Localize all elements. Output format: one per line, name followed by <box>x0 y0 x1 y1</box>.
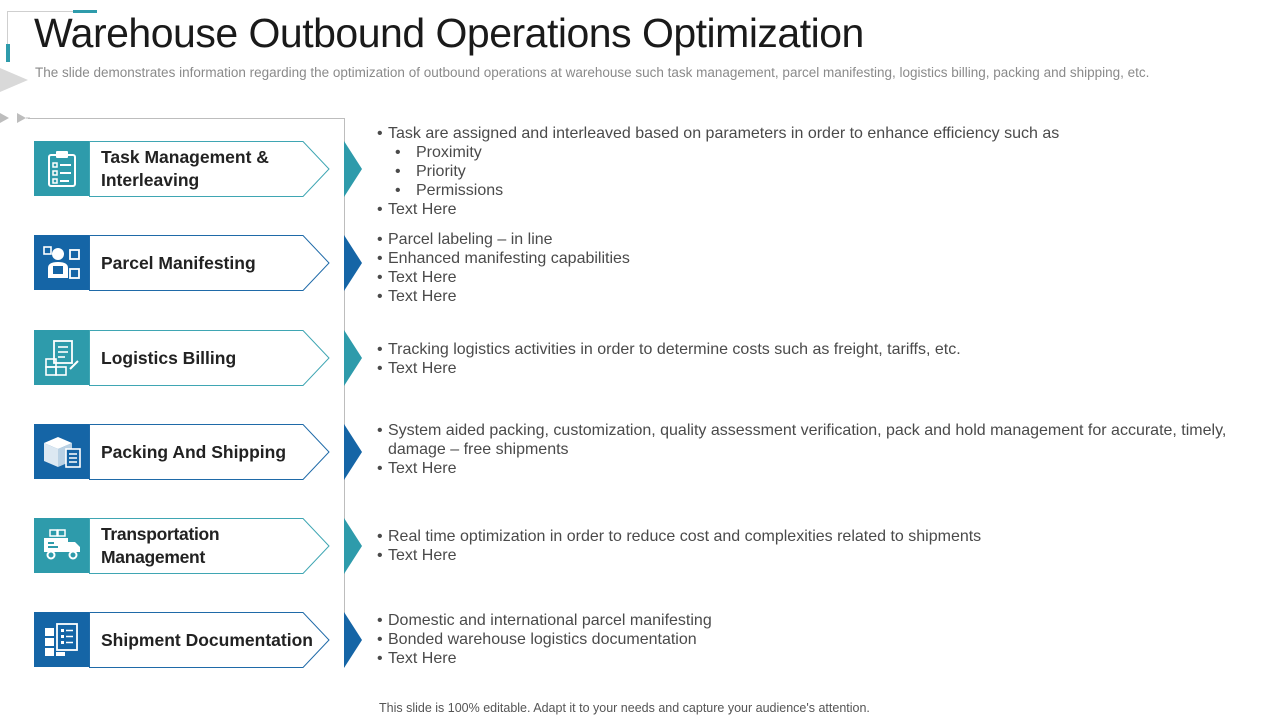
sub-bullet-item: • Priority <box>395 163 466 180</box>
section-label: Transportation Management <box>101 524 220 567</box>
clipboard-checklist-icon <box>45 150 79 188</box>
section-row-transportation <box>34 518 334 574</box>
label-arrow-box <box>89 141 329 197</box>
bullet-item: • Text Here <box>377 288 457 305</box>
bracket-vertical-line <box>344 118 345 667</box>
icon-tile <box>34 518 89 573</box>
pointer-arrow-icon <box>344 424 364 480</box>
section-label: Shipment Documentation <box>101 629 313 650</box>
label-arrow-box <box>89 235 329 291</box>
bullet-item: • Text Here <box>377 547 457 564</box>
box-list-icon <box>42 433 82 471</box>
footer-note: This slide is 100% editable. Adapt it to your needs and capture your audience's attention. <box>379 701 870 715</box>
checklist-boxes-icon <box>44 339 80 377</box>
bullet-item: • Text Here <box>377 269 457 286</box>
icon-tile <box>34 235 89 290</box>
bullet-item: • Enhanced manifesting capabilities <box>377 250 630 267</box>
bullet-item: • Tracking logistics activities in order to determine costs such as freight, tariffs, etc. <box>377 341 961 358</box>
icon-tile <box>34 424 89 479</box>
bullet-item: • Text Here <box>377 460 457 477</box>
bullet-item: • Parcel labeling – in line <box>377 231 553 248</box>
bullet-item: • Domestic and international parcel manifesting <box>377 612 712 629</box>
section-row-logistics-billing <box>34 330 334 386</box>
section-bullets <box>377 124 1237 219</box>
icon-tile <box>34 141 89 196</box>
section-label: Task Management & Interleaving <box>101 147 269 190</box>
section-bullets <box>377 340 1237 378</box>
accent-bar-left <box>6 44 10 62</box>
sub-bullet-item: • Permissions <box>395 182 504 199</box>
section-label: Logistics Billing <box>101 347 237 368</box>
page-title: Warehouse Outbound Operations Optimization <box>34 10 864 56</box>
pointer-arrow-icon <box>344 235 364 291</box>
worker-boxes-icon <box>43 244 81 282</box>
documents-boxes-icon <box>43 622 81 658</box>
arrow-decoration-icon <box>0 66 30 94</box>
accent-line-left <box>7 11 8 45</box>
icon-tile <box>34 330 89 385</box>
pointer-arrow-icon <box>344 141 364 197</box>
icon-tile <box>34 612 89 667</box>
label-arrow-box <box>89 424 329 480</box>
section-label: Parcel Manifesting <box>101 252 256 273</box>
delivery-truck-icon <box>42 528 82 564</box>
label-arrow-box <box>89 330 329 386</box>
label-arrow-box <box>89 518 329 574</box>
bullet-item: • Bonded warehouse logistics documentation <box>377 631 697 648</box>
label-arrow-box <box>89 612 329 668</box>
bullet-item: • Text Here <box>377 201 457 218</box>
section-bullets <box>377 421 1237 478</box>
section-bullets <box>377 230 1237 306</box>
section-bullets <box>377 527 1237 565</box>
section-bullets <box>377 611 1237 668</box>
bullet-item: • Task are assigned and interleaved based on parameters in order to enhance efficiency such as <box>377 125 1060 142</box>
pointer-arrow-icon <box>344 612 364 668</box>
sub-bullet-item: • Proximity <box>395 144 482 161</box>
page-subtitle: The slide demonstrates information regarding the optimization of outbound operations at warehouse such task management, parcel manifesting, logistics billing, packing and shipping, etc. <box>35 65 1150 80</box>
pointer-arrow-icon <box>344 518 364 574</box>
bullet-item: • System aided packing, customization, quality assessment verification, pack and hold management for accurate, timely, damage – free shipments <box>377 422 1227 458</box>
bracket-top-line <box>28 118 344 119</box>
section-row-packing-shipping <box>34 424 334 480</box>
pointer-arrow-icon <box>344 330 364 386</box>
section-row-parcel-manifesting <box>34 235 334 291</box>
section-row-task-management <box>34 141 334 197</box>
bullet-item: • Text Here <box>377 650 457 667</box>
section-row-shipment-documentation <box>34 612 334 668</box>
small-arrows-decoration-icon <box>0 112 30 124</box>
bullet-item: • Text Here <box>377 360 457 377</box>
section-label: Packing And Shipping <box>101 441 287 462</box>
bullet-item: • Real time optimization in order to reduce cost and complexities related to shipments <box>377 528 982 545</box>
